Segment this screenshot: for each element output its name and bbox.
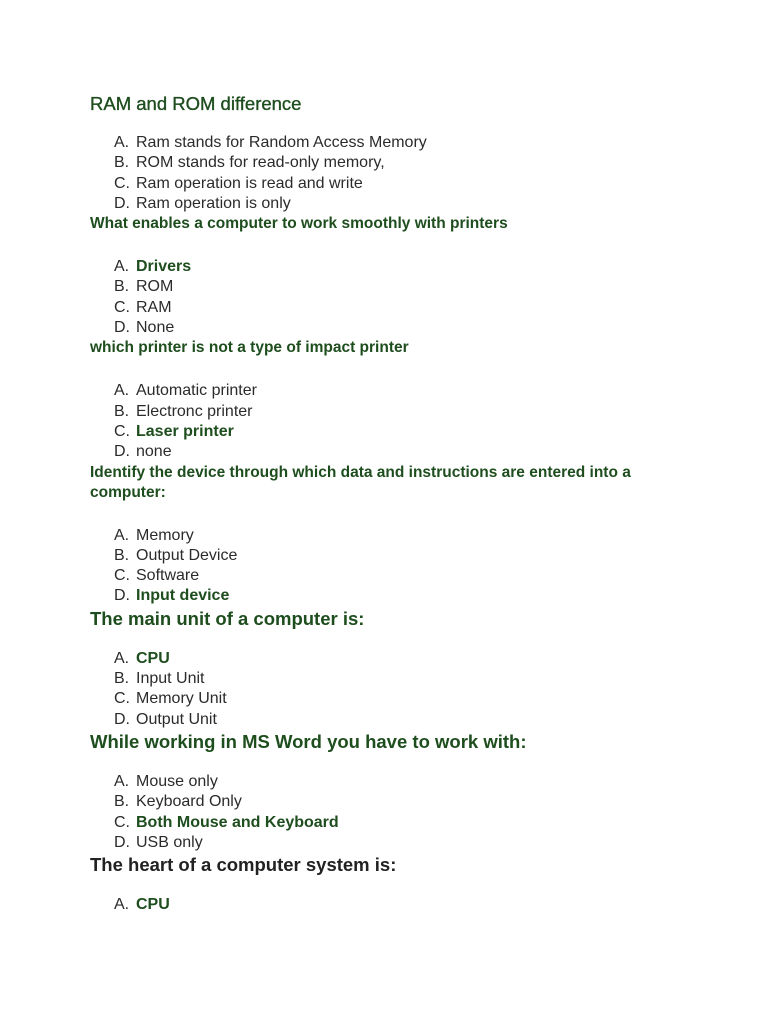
option-marker: B.	[114, 670, 130, 688]
option-item	[90, 710, 690, 730]
question-heading: The heart of a computer system is:	[90, 854, 397, 876]
option-text: Ram operation is read and write	[136, 174, 363, 192]
option-marker: C.	[114, 298, 130, 316]
option-marker: A.	[114, 649, 130, 667]
question-heading: What enables a computer to work smoothly with printers	[90, 215, 508, 233]
option-marker: D.	[114, 710, 130, 728]
option-item	[90, 194, 690, 214]
option-text: Mouse only	[136, 772, 218, 790]
option-marker: A.	[114, 896, 130, 914]
option-marker: C.	[114, 422, 130, 440]
option-marker: B.	[114, 154, 130, 172]
question-heading: Identify the device through which data and instructions are entered into a computer:	[90, 463, 631, 501]
option-marker: A.	[114, 258, 130, 276]
option-text: RAM	[136, 298, 172, 316]
option-list	[90, 257, 690, 338]
option-text: Laser printer	[136, 422, 234, 440]
option-item	[90, 689, 690, 709]
option-item	[90, 669, 690, 689]
option-text: Ram stands for Random Access Memory	[136, 134, 427, 151]
option-text: Memory Unit	[136, 690, 227, 708]
question-heading: While working in MS Word you have to work with:	[90, 730, 527, 752]
option-marker: C.	[114, 813, 130, 831]
option-item	[90, 442, 690, 462]
option-item	[90, 174, 690, 194]
option-text: Input device	[136, 587, 230, 605]
option-item	[90, 546, 690, 566]
option-marker: A.	[114, 134, 130, 151]
option-text: Both Mouse and Keyboard	[136, 813, 339, 831]
option-list	[90, 381, 690, 462]
option-text: CPU	[136, 649, 170, 667]
question-heading: which printer is not a type of impact printer	[90, 339, 409, 357]
option-list	[90, 772, 690, 853]
option-marker: D.	[114, 443, 130, 461]
option-list	[90, 526, 690, 607]
option-item	[90, 526, 690, 546]
option-item	[90, 133, 690, 153]
option-item-answer	[90, 895, 690, 915]
option-text: Automatic printer	[136, 382, 257, 400]
option-item-answer	[90, 586, 690, 606]
option-list	[90, 649, 690, 730]
option-text: ROM	[136, 278, 174, 296]
option-text: USB only	[136, 833, 203, 851]
option-item	[90, 277, 690, 297]
option-marker: B.	[114, 546, 130, 564]
option-list	[90, 133, 690, 214]
option-item-answer	[90, 813, 690, 833]
option-marker: D.	[114, 587, 130, 605]
option-item	[90, 772, 690, 792]
option-text: Electronc printer	[136, 402, 253, 420]
question-heading: RAM and ROM difference	[90, 93, 302, 114]
option-item-answer	[90, 422, 690, 442]
option-text: Input Unit	[136, 670, 205, 688]
option-marker: A.	[114, 772, 130, 790]
option-text: Output Device	[136, 546, 238, 564]
option-marker: C.	[114, 690, 130, 708]
option-text: Software	[136, 567, 200, 585]
option-text: Drivers	[136, 258, 192, 276]
option-item	[90, 833, 690, 853]
option-item-answer	[90, 649, 690, 669]
option-marker: A.	[114, 382, 130, 400]
option-item	[90, 381, 690, 401]
option-marker: C.	[114, 567, 130, 585]
option-item	[90, 298, 690, 318]
option-item-answer	[90, 257, 690, 277]
option-marker: A.	[114, 526, 130, 544]
option-marker: B.	[114, 278, 130, 296]
option-text: Ram operation is only	[136, 194, 291, 212]
option-item	[90, 792, 690, 812]
option-marker: B.	[114, 402, 130, 420]
option-marker: B.	[114, 793, 130, 811]
option-item	[90, 566, 690, 586]
question-heading: The main unit of a computer is:	[90, 607, 365, 629]
option-text: Output Unit	[136, 710, 217, 728]
option-text: ROM stands for read-only memory,	[136, 154, 385, 172]
option-marker: D.	[114, 833, 130, 851]
option-text: none	[136, 443, 172, 461]
option-list	[90, 895, 690, 915]
option-marker: C.	[114, 174, 130, 192]
quiz-document	[90, 90, 690, 915]
option-text: Keyboard Only	[136, 793, 242, 811]
option-marker: D.	[114, 194, 130, 212]
option-marker: D.	[114, 319, 130, 337]
option-item	[90, 153, 690, 173]
option-text: None	[136, 319, 175, 337]
option-text: CPU	[136, 896, 170, 914]
option-item	[90, 318, 690, 338]
option-text: Memory	[136, 526, 194, 544]
option-item	[90, 402, 690, 422]
